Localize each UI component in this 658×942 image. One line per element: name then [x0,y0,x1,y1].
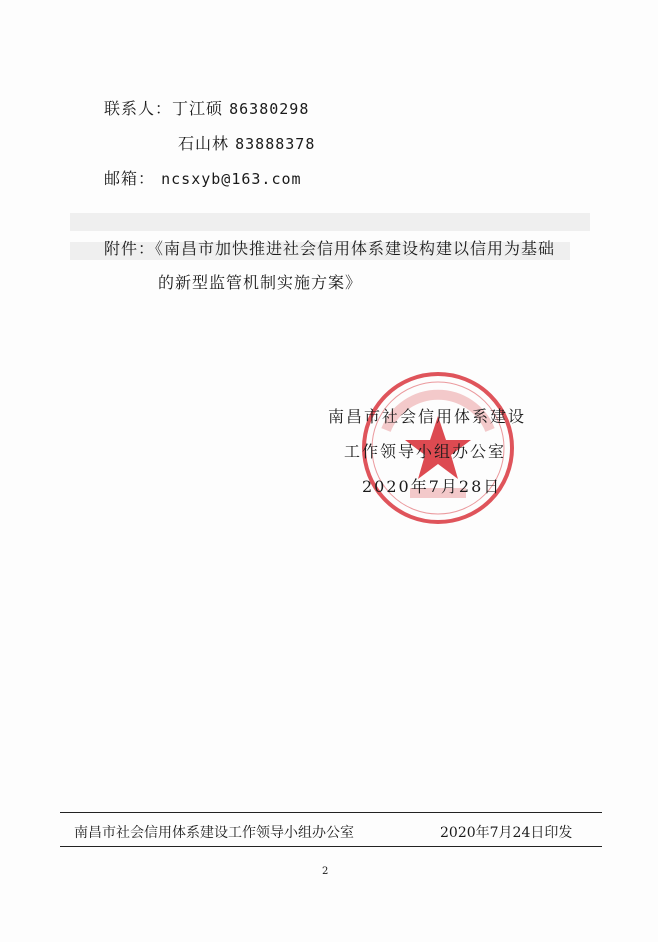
email-line [104,166,302,189]
attachment-line-2 [158,270,362,293]
issuer-line-1: 南昌市社会信用体系建设 [328,407,527,426]
footer-rule-bottom [60,846,602,847]
contact-label: 联系人： [104,99,173,118]
footer-issuer: 南昌市社会信用体系建设工作领导小组办公室 [74,825,354,841]
contact-line-2 [178,131,315,154]
signature-date: 2020年7月28日 [362,477,502,496]
footer-print-date: 2020年7月24日印发 [440,825,573,841]
contact-name-2: 石山林 [178,134,230,153]
attachment-title-part2: 的新型监管机制实施方案》 [158,273,363,292]
page-number: 2 [322,866,329,877]
attachment-label: 附件： [104,239,156,258]
contact-line-1 [104,96,309,119]
issuer-line-2: 工作领导小组办公室 [344,442,507,461]
attachment-title-part1: 《南昌市加快推进社会信用体系建设构建以信用为基础 [155,239,556,258]
email-address: ncsxyb@163.com [161,170,302,188]
contact-phone-2: 83888378 [235,135,316,153]
contact-phone-1: 86380298 [229,100,310,118]
email-label: 邮箱： [104,169,156,188]
footer-rule-top [60,812,602,813]
contact-name-1: 丁江硕 [172,99,224,118]
attachment-line-1 [104,236,555,259]
